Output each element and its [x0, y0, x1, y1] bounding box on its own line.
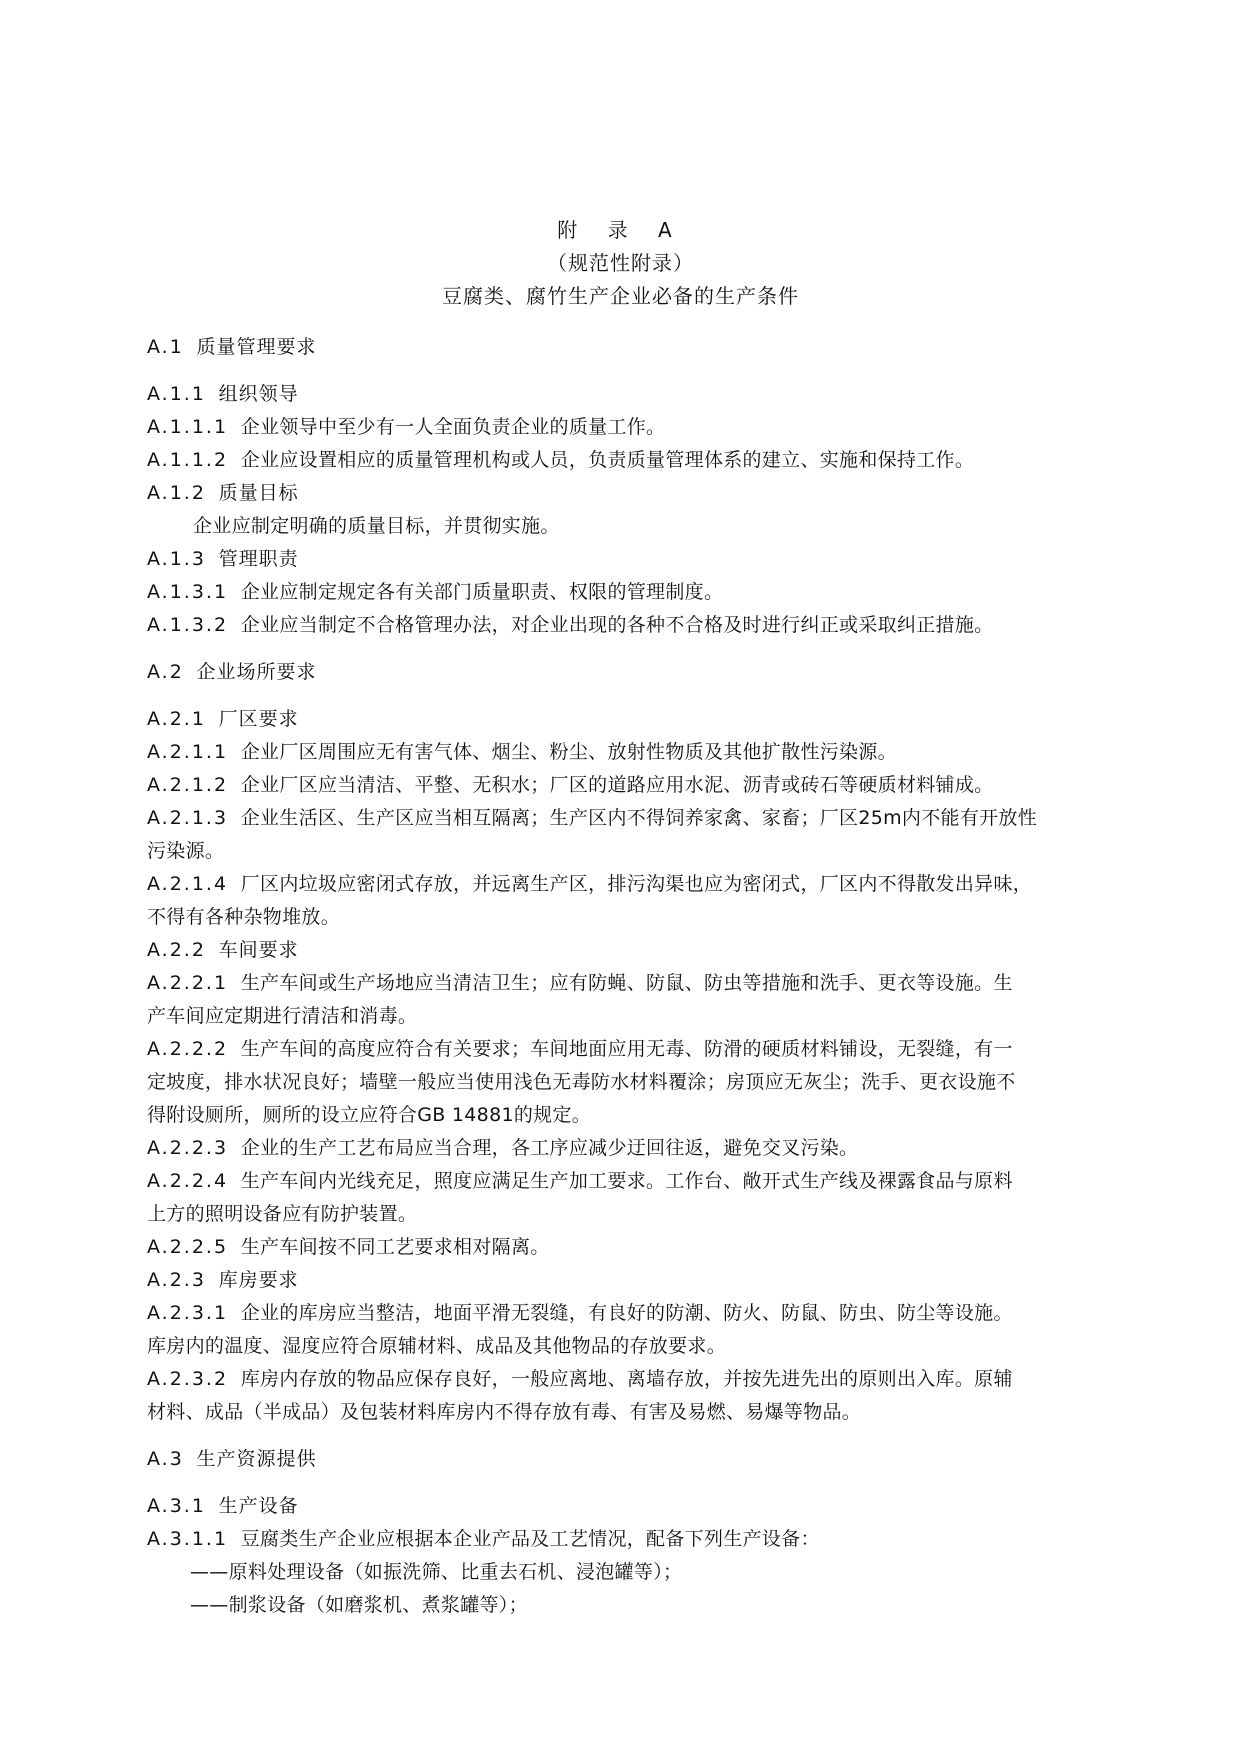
- subsection-heading-a3-1: A.3.1 生产设备: [147, 1495, 299, 1517]
- clause-a2-1-2: A.2.1.2 企业厂区应当清洁、平整、无积水；厂区的道路应用水泥、沥青或砖石等硬质材料铺成。: [147, 774, 994, 796]
- subsection-heading-a2-3: A.2.3 库房要求: [147, 1269, 299, 1291]
- clause-a1-1-2: A.1.1.2 企业应设置相应的质量管理机构或人员，负责质量管理体系的建立、实施和保持工作。: [147, 449, 975, 471]
- clause-a2-2-3: A.2.2.3 企业的生产工艺布局应当合理，各工序应减少迂回往返，避免交叉污染。: [147, 1137, 859, 1159]
- clause-a2-1-4: A.2.1.4 厂区内垃圾应密闭式存放，并远离生产区，排污沟渠也应为密闭式，厂区内不得散发出异味，: [147, 873, 1033, 895]
- document-body: [147, 331, 1115, 1622]
- clause-a2-3-2-cont: 材料、成品（半成品）及包装材料库房内不得存放有毒、有害及易燃、易爆等物品。: [147, 1401, 862, 1423]
- subsection-heading-a1-3: A.1.3 管理职责: [147, 548, 299, 570]
- clause-a2-2-5: A.2.2.5 生产车间按不同工艺要求相对隔离。: [147, 1236, 550, 1258]
- section-heading-a3: A.3 生产资源提供: [147, 1448, 317, 1470]
- subsection-heading-a1-2: A.1.2 质量目标: [147, 482, 299, 504]
- clause-a2-1-3-cont: 污染源。: [147, 840, 225, 862]
- clause-a2-3-1-cont: 库房内的温度、湿度应符合原辅材料、成品及其他物品的存放要求。: [147, 1335, 727, 1357]
- clause-a2-3-1: A.2.3.1 企业的库房应当整洁，地面平滑无裂缝，有良好的防潮、防火、防鼠、防虫、防尘等设施。: [147, 1302, 1013, 1324]
- clause-a1-1-1: A.1.1.1 企业领导中至少有一人全面负责企业的质量工作。: [147, 416, 666, 438]
- clause-a3-1-1: A.3.1.1 豆腐类生产企业应根据本企业产品及工艺情况，配备下列生产设备：: [147, 1528, 820, 1550]
- appendix-title: 豆腐类、腐竹生产企业必备的生产条件: [442, 284, 799, 308]
- clause-a2-2-2-cont-2: 得附设厕所，厕所的设立应符合GB 14881的规定。: [147, 1104, 592, 1126]
- section-heading-a1: A.1 质量管理要求: [147, 336, 317, 358]
- section-heading-a2: A.2 企业场所要求: [147, 661, 317, 683]
- clause-a2-2-4-cont: 上方的照明设备应有防护装置。: [147, 1203, 418, 1225]
- appendix-header: [0, 214, 1241, 313]
- subsection-heading-a1-1: A.1.1 组织领导: [147, 383, 299, 405]
- clause-a2-2-2: A.2.2.2 生产车间的高度应符合有关要求；车间地面应用无毒、防滑的硬质材料铺设，无裂缝，有一: [147, 1038, 1013, 1060]
- subsection-heading-a2-1: A.2.1 厂区要求: [147, 708, 299, 730]
- appendix-label: 附 录 A: [557, 218, 684, 242]
- clause-a1-3-1: A.1.3.1 企业应制定规定各有关部门质量职责、权限的管理制度。: [147, 581, 724, 603]
- clause-a2-3-2: A.2.3.2 库房内存放的物品应保存良好，一般应离地、离墙存放，并按先进先出的原则出入库。原辅: [147, 1368, 1013, 1390]
- clause-a2-1-3: A.2.1.3 企业生活区、生产区应当相互隔离；生产区内不得饲养家禽、家畜；厂区25m内不能有开放性: [147, 807, 1038, 829]
- clause-a2-2-2-cont-1: 定坡度，排水状况良好；墙壁一般应当使用浅色无毒防水材料覆涂；房顶应无灰尘；洗手、更衣设施不: [147, 1071, 1016, 1093]
- clause-a2-1-4-cont: 不得有各种杂物堆放。: [147, 906, 341, 928]
- list-item: ——制浆设备（如磨浆机、煮浆罐等）；: [190, 1594, 528, 1616]
- list-item: ——原料处理设备（如振洗筛、比重去石机、浸泡罐等）；: [190, 1561, 683, 1583]
- paragraph-a1-2: 企业应制定明确的质量目标，并贯彻实施。: [193, 515, 560, 537]
- clause-a2-1-1: A.2.1.1 企业厂区周围应无有害气体、烟尘、粉尘、放射性物质及其他扩散性污染源。: [147, 741, 897, 763]
- clause-a2-2-1-cont: 产车间应定期进行清洁和消毒。: [147, 1005, 418, 1027]
- appendix-type: （规范性附录）: [547, 251, 694, 275]
- clause-a2-2-1: A.2.2.1 生产车间或生产场地应当清洁卫生；应有防蝇、防鼠、防虫等措施和洗手、更衣等设施。生: [147, 972, 1013, 994]
- subsection-heading-a2-2: A.2.2 车间要求: [147, 939, 299, 961]
- clause-a2-2-4: A.2.2.4 生产车间内光线充足，照度应满足生产加工要求。工作台、敞开式生产线及裸露食品与原料: [147, 1170, 1013, 1192]
- clause-a1-3-2: A.1.3.2 企业应当制定不合格管理办法，对企业出现的各种不合格及时进行纠正或采取纠正措施。: [147, 614, 994, 636]
